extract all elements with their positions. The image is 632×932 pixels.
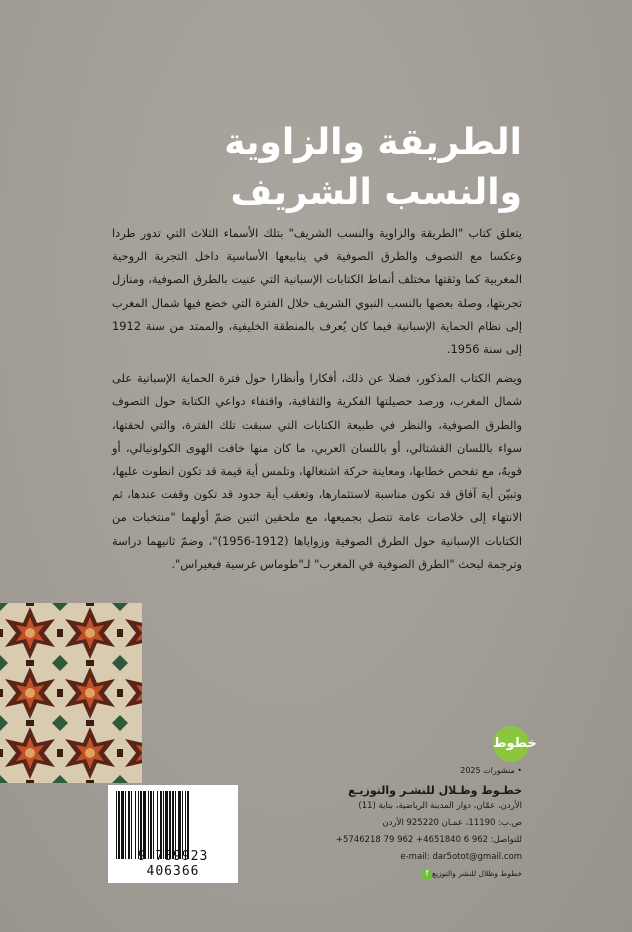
title-line-2: والنسب الشريف bbox=[230, 172, 522, 213]
publisher-email: e-mail: dar5otot@gmail.com bbox=[400, 852, 522, 862]
blurb-paragraph-2: ويضم الكتاب المذكور، فضلا عن ذلك، أفكارا وأنظارا حول فترة الحماية الإسبانية على شمال المغرب، ورصد حصيلتها الفكرية والثقافية، واقتفاء دواعي الكتابة حول التصوف والطرق الصوفية، والنظر في طبيعة الكتابات التي سبقت تلك الفترة، والتي لحقتها، سواء باللسان القشتالي، أو باللسان العربي، ما كان منها خافت الهوى الكولونيالي، أو قويهُ، مع تفحص خطابها، ومعاينة حركة اشتغالها، وتلمس أية قيمة قد تكون انطوت عليها، وتبيّن أية آفاق قد تكون مناسبة لاستثمارها، وتعقب أية حدود قد تكون وقفت عندها، ثم الانتهاء إلى خلاصات عامة تتصل بجميعها، مع ملحقين اثنين ضمّ أولهما "منتخبات من الكتابات الإسبانية حول الطرق الصوفية وزواياها (1912-1956)"، وضمّ ثانيهما دراسة وترجمة لبحث "الطرق الصوفية في المغرب" لـ"طوماس غرسية فيغيراس". bbox=[112, 371, 522, 571]
publisher-po-box: ص.ب: 11190، عمـان 925220 الأردن bbox=[382, 818, 522, 828]
isbn-number: 9 789923 406366 bbox=[137, 849, 209, 879]
publisher-name: خطـوط وظـلال للنشـر والتوزيـع bbox=[348, 784, 522, 797]
publication-year: • منشورات 2025 bbox=[460, 766, 522, 775]
publisher-logo: خطوط bbox=[493, 726, 529, 762]
facebook-icon: f bbox=[422, 869, 432, 879]
publisher-phone: للتواصل: 962 6 4651840+ 962 79 5746218+ bbox=[335, 835, 522, 845]
publisher-facebook bbox=[419, 869, 522, 879]
mosaic-pattern-image bbox=[0, 603, 142, 783]
blurb bbox=[112, 222, 522, 576]
isbn-barcode bbox=[108, 785, 238, 883]
book-title bbox=[102, 118, 522, 218]
publisher-address: الأردن، عمّان، دوار المدينة الرياضية، بناية (11) bbox=[358, 801, 522, 811]
blurb-paragraph-1: يتعلق كتاب "الطريقة والزاوية والنسب الشريف" بتلك الأسماء الثلاث التي تدور طردا وعكسا مع التصوف والطرق الصوفية في ينابيعها الأساسية داخل التجربة الروحية المغربية كما وثقتها مختلف أنماط الكتابات الإسبانية التي عنيت بالطرق الصوفية، ومنازل تجربتها، وصلة بعضها بالنسب النبوي الشريف خلال الفترة التي خضع فيها شمال المغرب إلى نظام الحماية الإسبانية فيما كان يُعرف بالمنطقة الخليفية، والممتد من سنة 1912 إلى سنة 1956. bbox=[112, 226, 522, 357]
title-line-1: الطريقة والزاوية bbox=[224, 122, 522, 163]
facebook-label: خطوط وظلال للنشر والتوزيع bbox=[432, 869, 522, 878]
